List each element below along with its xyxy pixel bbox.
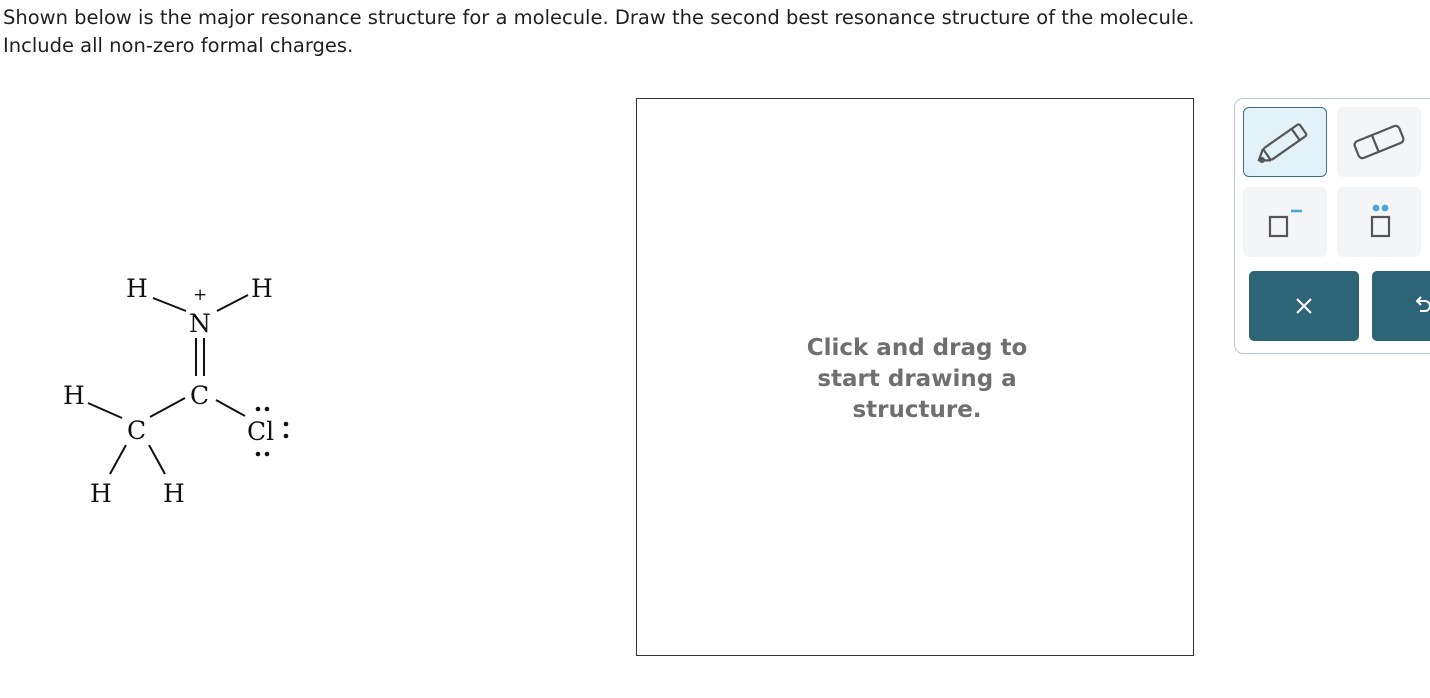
lone-pair-tool-button[interactable]	[1337, 187, 1421, 257]
atom-h-top-left: H	[126, 274, 148, 303]
question-text	[3, 4, 1413, 60]
formal-charge-icon	[1245, 192, 1325, 252]
atom-h-left: H	[63, 381, 85, 410]
canvas-hint: Click and drag to start drawing a structure.	[806, 335, 1028, 423]
bond-n-h-right	[217, 295, 248, 311]
undo-icon	[1410, 294, 1430, 318]
drawing-canvas[interactable]	[636, 98, 1194, 656]
drawing-toolbar	[1234, 98, 1430, 354]
atom-c-upper: C	[190, 381, 210, 410]
lone-pair-icon	[1339, 192, 1419, 252]
formal-charge-tool-button[interactable]	[1243, 187, 1327, 257]
bond-c-cl	[216, 400, 245, 416]
question-line-1: Shown below is the major resonance structure for a molecule. Draw the second best resonance structure of the molecule.	[3, 6, 1195, 29]
eraser-tool-button[interactable]	[1337, 107, 1421, 177]
bond-c-h-bottom-right	[149, 445, 165, 474]
pencil-tool-button[interactable]	[1243, 107, 1327, 177]
pencil-icon	[1245, 112, 1325, 172]
eraser-icon	[1339, 112, 1419, 172]
bond-c-c	[150, 398, 185, 417]
clear-icon	[1292, 294, 1316, 318]
question-line-2: Include all non-zero formal charges.	[3, 34, 354, 57]
molecule-structure	[40, 260, 330, 520]
bond-h-n-left	[153, 298, 186, 311]
atom-h-bottom-left: H	[90, 479, 112, 508]
atom-c-lower: C	[127, 416, 147, 445]
atom-cl: Cl	[247, 417, 275, 446]
undo-button[interactable]	[1372, 271, 1430, 341]
atom-n: N	[189, 309, 211, 338]
bond-c-h-bottom-left	[110, 445, 126, 474]
atom-h-top-right: H	[251, 274, 273, 303]
clear-button[interactable]	[1249, 271, 1359, 341]
bond-h-c-left	[88, 403, 122, 418]
atom-h-bottom-right: H	[163, 479, 185, 508]
formal-charge-plus: +	[193, 285, 208, 305]
